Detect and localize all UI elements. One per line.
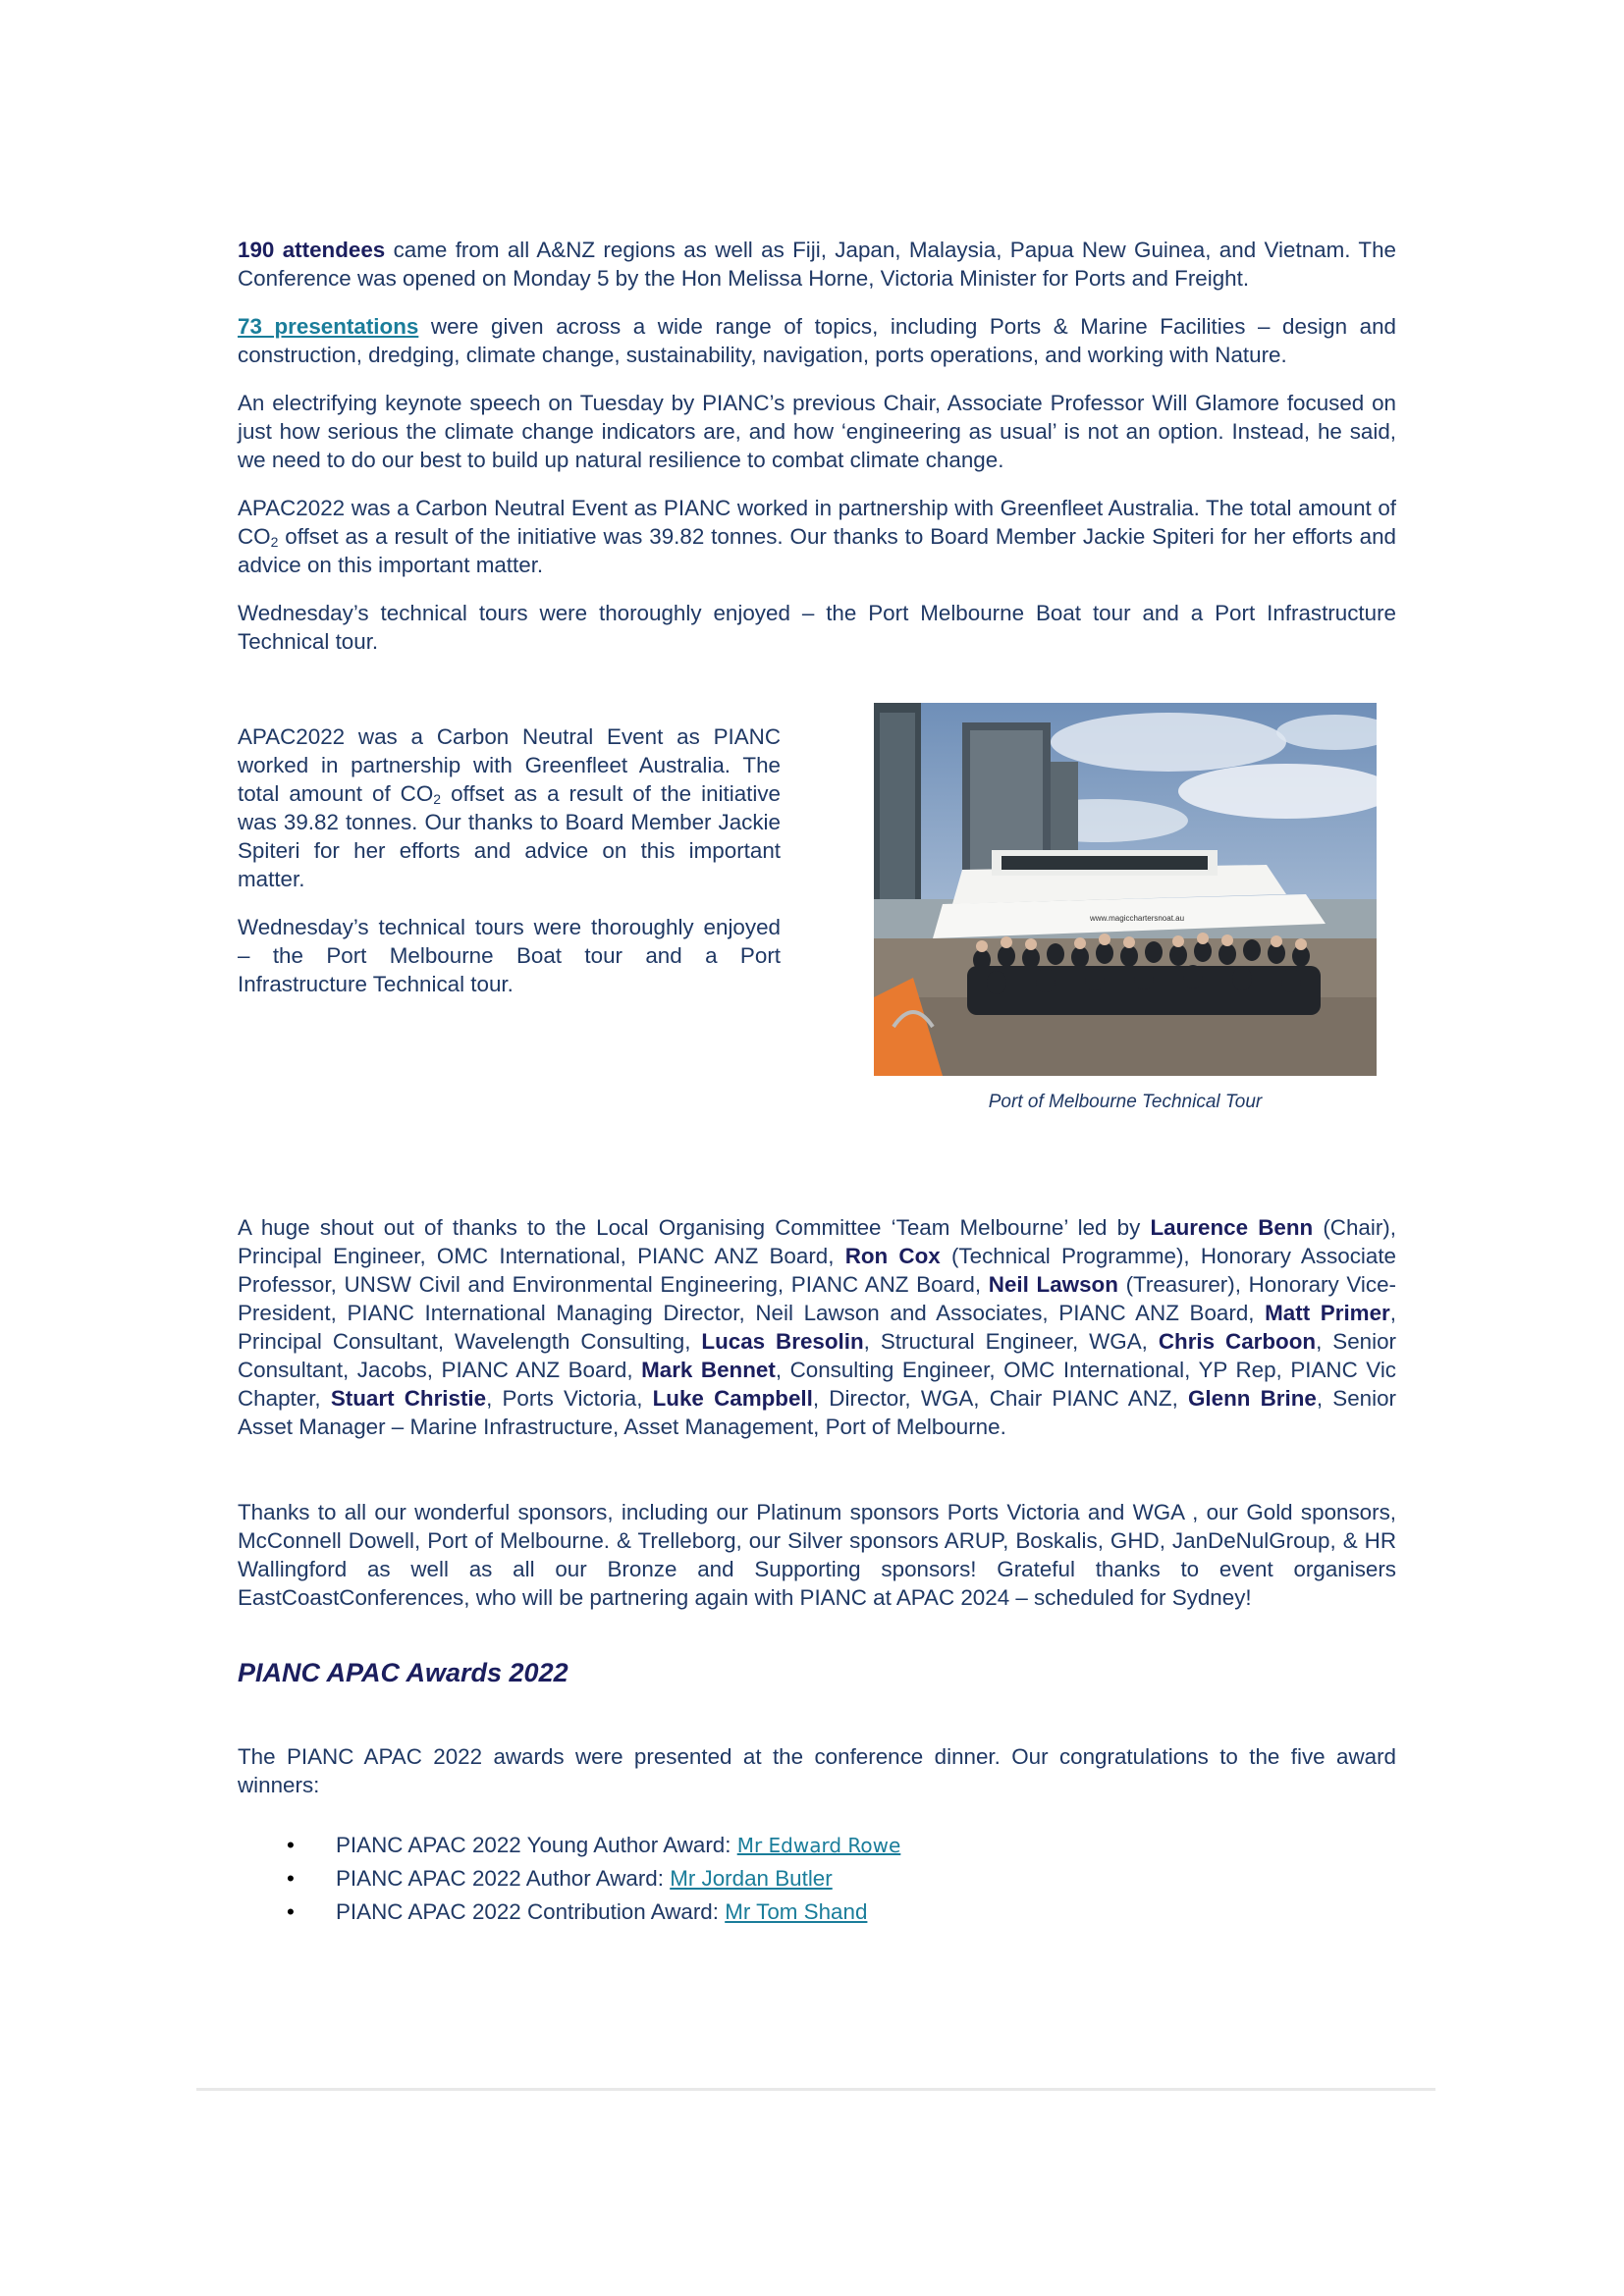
carbon-text-b: offset as a result of the initiative was 39.82 tonnes. Our thanks to Board Member Jackie Spiteri for her efforts and advice on this important matter.: [238, 524, 1396, 577]
committee-role: , Senior Consultant, Jacobs, PIANC ANZ Board,: [238, 1329, 1396, 1382]
award-winner-link[interactable]: Mr Tom Shand: [725, 1899, 868, 1924]
co2-subscript-repeat: 2: [433, 791, 442, 807]
carbon-paragraph: [238, 494, 1396, 579]
thanks-intro: A huge shout out of thanks to the Local Organising Committee ‘Team Melbourne’ led by: [238, 1215, 1151, 1240]
award-item: [238, 1862, 1396, 1896]
award-item: [238, 1896, 1396, 1929]
carbon-repeat-b: offset as a result of the initiative was 39.82 tonnes. Our thanks to Board Member Jackie Spiteri for her efforts and advice on this important matter.: [238, 781, 781, 891]
award-label: PIANC APAC 2022 Young Author Award:: [336, 1833, 737, 1857]
co2-subscript: 2: [270, 534, 279, 550]
committee-role: (Chair), Principal Engineer, OMC International, PIANC ANZ Board,: [238, 1215, 1396, 1268]
attendees-count: 190 attendees: [238, 238, 386, 262]
footer-divider: [196, 2088, 1435, 2091]
award-label: PIANC APAC 2022 Author Award:: [336, 1866, 671, 1891]
sponsors-paragraph: Thanks to all our wonderful sponsors, including our Platinum sponsors Ports Victoria and WGA , our Gold sponsors, McConnell Dowell, Port of Melbourne. & Trelleborg, our Silver sponsors ARUP, Boskalis, GHD, JanDeNulGroup, & HR Wallingford as well as all our Bronze and Supporting sponsors! Grateful thanks to event organisers EastCoastConferences, who will be partnering again with PIANC at APAC 2024 – scheduled for Sydney!: [238, 1500, 1396, 1610]
document-page: [238, 236, 1396, 1929]
tours-paragraph: Wednesday’s technical tours were thoroughly enjoyed – the Port Melbourne Boat tour and a Port Infrastructure Technical tour.: [238, 601, 1396, 654]
committee-role: , Director, WGA, Chair PIANC ANZ,: [812, 1386, 1188, 1411]
boat-hull-text: www.magicchartersnoat.au: [1090, 914, 1185, 923]
committee-name: Chris Carboon: [1158, 1329, 1317, 1354]
committee-name: Glenn Brine: [1187, 1386, 1317, 1411]
presentations-paragraph: [238, 312, 1396, 369]
committee-name: Ron Cox: [844, 1244, 941, 1268]
committee-role: (Technical Programme), Honorary Associate Professor, UNSW Civil and Environmental Engineering, PIANC ANZ Board,: [238, 1244, 1397, 1297]
award-label: PIANC APAC 2022 Contribution Award:: [336, 1899, 726, 1924]
committee-role: (Treasurer), Honorary Vice-President, PIANC International Managing Director, Neil Lawson and Associates, PIANC ANZ Board,: [238, 1272, 1397, 1325]
tours-paragraph-repeat: Wednesday’s technical tours were thoroughly enjoyed – the Port Melbourne Boat tour and a Port Infrastructure Technical tour.: [238, 915, 781, 996]
committee-name: Stuart Christie: [330, 1386, 487, 1411]
committee-name: Matt Primer: [1265, 1301, 1390, 1325]
committee-name: Neil Lawson: [988, 1272, 1118, 1297]
photo-section: [238, 703, 1396, 1184]
presentations-link[interactable]: 73 presentations: [238, 314, 419, 339]
committee-role: , Senior Asset Manager – Marine Infrastructure, Asset Management, Port of Melbourne.: [238, 1386, 1396, 1439]
photo-caption: Port of Melbourne Technical Tour: [988, 1092, 1263, 1112]
committee-role: , Structural Engineer, WGA,: [863, 1329, 1159, 1354]
committee-name: Luke Campbell: [652, 1386, 813, 1411]
award-winner-link[interactable]: Mr Jordan Butler: [670, 1866, 833, 1891]
attendees-paragraph: [238, 236, 1396, 293]
carbon-repeat-a: APAC2022 was a Carbon Neutral Event as PIANC worked in partnership with Greenfleet Australia. The total amount of CO: [238, 724, 781, 806]
presentations-text: were given across a wide range of topics, including Ports & Marine Facilities – design and construction, dredging, climate change, sustainability, navigation, ports operations, and working with Nature.: [238, 314, 1396, 367]
awards-list: [238, 1829, 1396, 1929]
committee-role: , Consulting Engineer, OMC International, YP Rep, PIANC Vic Chapter,: [238, 1358, 1396, 1411]
awards-heading: PIANC APAC Awards 2022: [238, 1658, 568, 1687]
attendees-text: came from all A&NZ regions as well as Fiji, Japan, Malaysia, Papua New Guinea, and Vietnam. The Conference was opened on Monday 5 by the Hon Melissa Horne, Victoria Minister for Ports and Freight.: [238, 238, 1397, 291]
award-winner-link[interactable]: Mr Edward Rowe: [736, 1834, 901, 1857]
committee-name: Mark Bennet: [641, 1358, 776, 1382]
thanks-paragraph: [238, 1213, 1396, 1441]
photo-section-text: [238, 722, 781, 1018]
committee-name: Laurence Benn: [1150, 1215, 1314, 1240]
committee-name: Lucas Bresolin: [701, 1329, 864, 1354]
tour-photo-image: [874, 703, 1377, 1076]
carbon-paragraph-repeat: [238, 722, 781, 893]
carbon-text-a: APAC2022 was a Carbon Neutral Event as PIANC worked in partnership with Greenfleet Australia. The total amount of CO: [238, 496, 1396, 549]
award-item: [238, 1829, 1396, 1862]
committee-role: , Ports Victoria,: [486, 1386, 653, 1411]
keynote-paragraph: An electrifying keynote speech on Tuesday by PIANC’s previous Chair, Associate Professor Will Glamore focused on just how serious the climate change indicators are, and how ‘engineering as usual’ is not an option. Instead, he said, we need to do our best to build up natural resilience to combat climate change.: [238, 391, 1396, 472]
committee-role: , Principal Consultant, Wavelength Consulting,: [238, 1301, 1396, 1354]
tour-group-photo: [874, 703, 1377, 1076]
awards-intro: The PIANC APAC 2022 awards were presented at the conference dinner. Our congratulations to the five award winners:: [238, 1744, 1396, 1797]
